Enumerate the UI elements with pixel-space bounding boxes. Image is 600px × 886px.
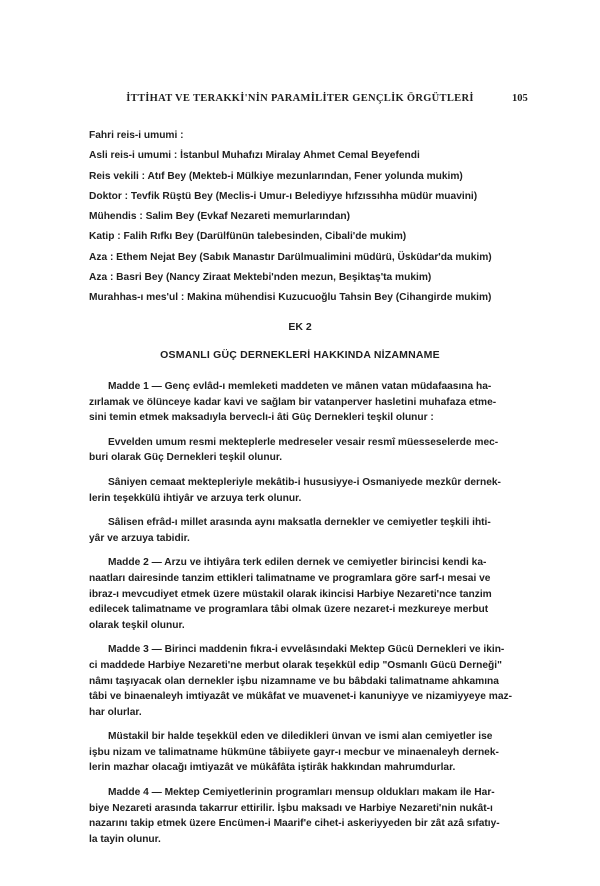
paragraph-line: yâr ve arzuya tabidir. xyxy=(89,532,190,544)
paragraph-line: Müstakil bir halde teşekkül eden ve diledikleri ünvan ve ismi alan cemiyetler ise xyxy=(108,731,493,743)
paragraph-line: Sâlisen efrâd-ı millet arasında aynı maksatla dernekler ve cemiyetler teşkili ihti- xyxy=(108,517,491,529)
paragraph-line: Evvelden umum resmi mekteplerle medreseler vesair resmî müesseselerde mec- xyxy=(108,436,499,448)
paragraph xyxy=(89,555,521,633)
paragraph-line: ibraz-ı mevcudiyet etmek üzere müstakil olarak ikincisi Harbiye Nezareti'nce tanzim xyxy=(89,588,492,600)
paragraph-line: işbu nizam ve talimatname hükmüne tâbiiyete gayr-ı mecbur ve minaenaleyh dernek- xyxy=(89,746,499,758)
officer-line: Fahri reis-i umumi : xyxy=(89,130,184,141)
appendix-label: EK 2 xyxy=(288,321,312,333)
paragraph xyxy=(89,729,521,776)
paragraph-line: Madde 1 — Genç evlâd-ı memleketi maddeten ve mânen vatan müdafaasına ha- xyxy=(108,381,492,392)
running-title: İTTİHAT VE TERAKKİ'NİN PARAMİLİTER GENÇLİK ÖRGÜTLERİ xyxy=(126,93,474,104)
officer-line: Asli reis-i umumi : İstanbul Muhafızı Miralay Ahmet Cemal Beyefendi xyxy=(89,150,420,162)
paragraph xyxy=(89,435,521,466)
paragraph xyxy=(89,785,521,847)
officer-line: Murahhas-ı mes'ul : Makina mühendisi Kuzucuoğlu Tahsin Bey (Cihangirde mukim) xyxy=(89,292,492,304)
officer-line: Aza : Basri Bey (Nancy Ziraat Mektebi'nden mezun, Beşiktaş'ta mukim) xyxy=(89,272,432,284)
regulation-body xyxy=(89,379,521,856)
paragraph-line: nâmı taşıyacak olan dernekler işbu nizamname ve bu bâbdaki talimatname ahkamına xyxy=(89,675,499,687)
paragraph-line: buri olarak Güç Dernekleri teşkil olunur. xyxy=(89,452,283,464)
paragraph-line: lerin mazhar olacağı imtiyazât ve mükâfâta iştirâk hakkından mahrumdurlar. xyxy=(89,762,456,774)
paragraph-line: naatları dairesinde tanzim ettikleri talimatname ve programlara göre sarf-ı mesai ve xyxy=(89,572,491,584)
paragraph xyxy=(89,642,521,720)
paragraph-line: lerin teşekkülü ihtiyâr ve arzuya terk olunur. xyxy=(89,492,302,504)
officer-line: Katip : Falih Rıfkı Bey (Darülfünün talebesinden, Cibali'de mukim) xyxy=(89,231,407,243)
officer-line: Aza : Ethem Nejat Bey (Sabık Manastır Darülmualimini müdürü, Üsküdar'da mukim) xyxy=(89,251,492,263)
officer-line: Doktor : Tevfik Rüştü Bey (Meclis-i Umur-ı Belediyye hıfzıssıhha müdür muavini) xyxy=(89,190,478,202)
paragraph-line: zırlamak ve ölünceye kadar kavi ve sağlam bir vatanperver hasletini muhafaza etme- xyxy=(89,396,497,408)
paragraph-line: sini temin etmek maksadıyla berveclı-i âti Güç Dernekleri teşkil olunur : xyxy=(89,412,434,424)
paragraph-line: har olurlar. xyxy=(89,706,142,718)
paragraph-line: Sâniyen cemaat mektepleriyle mekâtib-i hususiyye-i Osmaniyede mezkûr dernek- xyxy=(108,476,501,488)
paragraph xyxy=(89,379,521,426)
paragraph-line: ci maddede Harbiye Nezareti'ne merbut olarak teşekkül edip "Osmanlı Gücü Derneği" xyxy=(89,659,502,671)
paragraph-line: Madde 3 — Birinci maddenin fıkra-i evvelâsındaki Mektep Gücü Dernekleri ve ikin- xyxy=(108,644,505,656)
paragraph-line: tâbi ve binaenaleyh imtiyazât ve mükâfat ve muavenet-i kanuniyye ve nizamiyyeye maz- xyxy=(89,691,512,703)
paragraph xyxy=(89,515,521,546)
paragraph-line: Madde 2 — Arzu ve ihtiyâra terk edilen dernek ve cemiyetler birincisi kendi ka- xyxy=(108,557,487,569)
paragraph-line: biye Nezareti arasında takarrur ettirilir. İşbu maksadı ve Harbiye Nezareti'nin nukât-ı xyxy=(89,802,493,814)
appendix-title: OSMANLI GÜÇ DERNEKLERİ HAKKINDA NİZAMNAME xyxy=(160,349,440,361)
paragraph-line: la tayin olunur. xyxy=(89,833,161,845)
officer-list xyxy=(89,126,529,309)
officer-line: Reis vekili : Atıf Bey (Mekteb-i Mülkiye mezunlarından, Fener yolunda mukim) xyxy=(89,170,463,182)
paragraph xyxy=(89,475,521,506)
paragraph-line: olarak teşkil olunur. xyxy=(89,619,185,631)
officer-line: Mühendis : Salim Bey (Evkaf Nezareti memurlarından) xyxy=(89,211,350,223)
page-number: 105 xyxy=(512,93,528,104)
paragraph-line: edilecek talimatname ve programlara tâbi olmak üzere nezaret-i mezkureye merbut xyxy=(89,604,489,616)
paragraph-line: Madde 4 — Mektep Cemiyetlerinin programları mensup oldukları makam ile Har- xyxy=(108,787,495,799)
paragraph-line: nazarını takip etmek üzere Encümen-i Maarif'e cihet-i askeriyyeden bir zât azâ sıfatıy- xyxy=(89,818,500,830)
